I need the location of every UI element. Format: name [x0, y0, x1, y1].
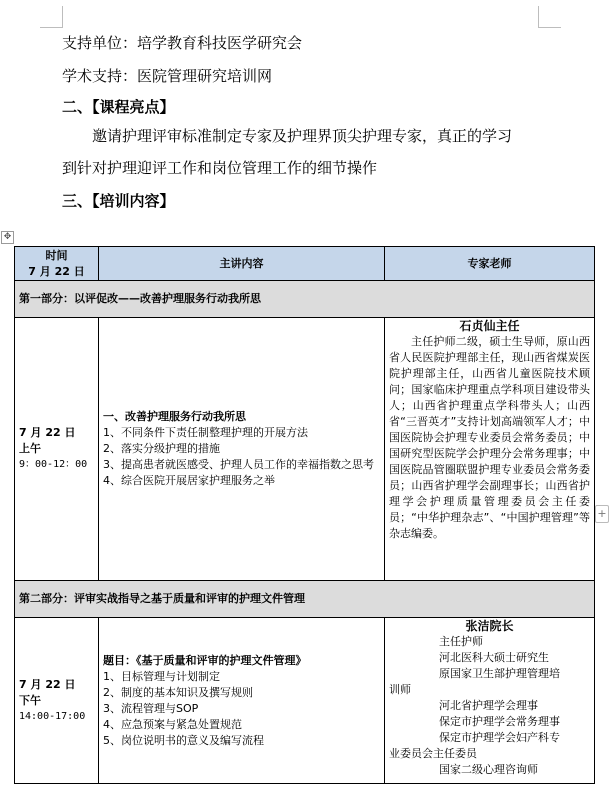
highlight-line-2: 到针对护理迎评工作和岗位管理工作的细节操作 — [62, 159, 378, 177]
part-2-period: 下午 — [19, 693, 41, 707]
part-2-date: 7 月 22 日 — [19, 677, 76, 691]
support-unit: 支持单位：培学教育科技医学研究会 — [62, 34, 303, 52]
expert-line: 训师 — [389, 683, 411, 696]
expert-line: 主任护师 — [439, 635, 483, 648]
part-1-expert-bio: 主任护师二级，硕士生导师，原山西省人民医院护理部主任，现山西省煤炭医院护理部主任，山西省儿童医院技术顾问；国家临床护理重点学科项目建设带头人；山西省护理重点学科带头人；山西省“三晋英才”支持计划高端领军人才；中国医院协会护理专业委员会常务委员；中国研究型医院学会护理分会常务理事；中国医院品管圈联盟护理专业委员会常务委员；山西省护理学会副理事长；山西省护理学会护理质量管理委员会主任委员；“中华护理杂志”、“中国护理管理”等杂志编委。 — [389, 335, 590, 540]
part-2-item: 1、目标管理与计划制定 — [103, 669, 220, 683]
part-2-content-cell — [99, 618, 385, 784]
part-1-expert-cell — [385, 318, 595, 581]
part-1-item: 3、提高患者就医感受、护理人员工作的幸福指数之思考 — [103, 458, 374, 471]
part-1-period: 上午 — [19, 442, 41, 455]
part-1-item: 1、不同条件下责任制整理护理的开展方法 — [103, 426, 308, 439]
crop-mark-right-vertical — [538, 6, 539, 28]
part-2-topic: 题目：《基于质量和评审的护理文件管理》 — [103, 653, 307, 667]
part-1-band — [15, 281, 595, 318]
part-2-band — [15, 581, 595, 618]
part-1-date: 7 月 22 日 — [19, 426, 76, 439]
part-2-expert-name: 张洁院长 — [465, 619, 514, 633]
table-header-row — [15, 247, 595, 281]
part-2-item: 4、应急预案与紧急处置规范 — [103, 717, 242, 731]
expert-line: 国家二级心理咨询师 — [439, 763, 538, 776]
part-1-item: 2、落实分级护理的措施 — [103, 442, 220, 455]
part-1-time-cell — [15, 318, 99, 581]
crop-mark-right-horizontal — [539, 27, 561, 28]
part-1-topic: 一、改善护理服务行动我所思 — [103, 410, 246, 423]
expert-line: 保定市护理学会常务理事 — [439, 715, 560, 728]
part-2-time-cell — [15, 618, 99, 784]
crop-mark-left-vertical — [62, 6, 63, 28]
expert-line: 保定市护理学会妇产科专 — [439, 731, 560, 744]
expert-line: 原国家卫生部护理管理培 — [439, 667, 560, 680]
part-2-item: 3、流程管理与SOP — [103, 701, 199, 715]
academic-support: 学术支持：医院管理研究培训网 — [62, 67, 273, 85]
part-2-expert-lines — [389, 634, 590, 778]
header-time-label: 时间 — [45, 248, 68, 262]
expert-line: 河北省护理学会理事 — [439, 699, 538, 712]
part-2-title: 第二部分：评审实战指导之基于质量和评审的护理文件管理 — [15, 581, 595, 618]
header-time — [15, 247, 99, 281]
highlight-line-1: 邀请护理评审标准制定专家及护理界顶尖护理专家，真正的学习 — [92, 127, 513, 145]
move-handle-icon[interactable]: ✥ — [1, 231, 14, 244]
part-1-item: 4、综合医院开展居家护理服务之举 — [103, 474, 275, 487]
part-1-row — [15, 318, 595, 581]
crop-mark-left-horizontal — [40, 27, 62, 28]
part-2-item: 2、制度的基本知识及撰写规则 — [103, 685, 253, 699]
expert-line: 河北医科大硕士研究生 — [439, 651, 549, 664]
section-3-title: 三、【培训内容】 — [62, 192, 175, 210]
expert-line: 业委员会主任委员 — [389, 747, 477, 760]
header-expert: 专家老师 — [385, 247, 595, 281]
part-2-item: 5、岗位说明书的意义及编写流程 — [103, 733, 264, 747]
part-1-time: 9：00-12：00 — [19, 459, 88, 470]
part-1-content-cell — [99, 318, 385, 581]
part-1-title: 第一部分：以评促改——改善护理服务行动我所思 — [15, 281, 595, 318]
schedule-table — [14, 246, 595, 784]
section-2-title: 二、【课程亮点】 — [62, 98, 175, 116]
header-content: 主讲内容 — [99, 247, 385, 281]
part-1-expert-name: 石贞仙主任 — [459, 319, 520, 333]
plus-icon[interactable]: + — [595, 505, 609, 523]
part-2-time: 14:00-17:00 — [19, 710, 86, 722]
header-date: 7 月 22 日 — [28, 264, 85, 278]
part-2-row — [15, 618, 595, 784]
part-2-expert-cell — [385, 618, 595, 784]
